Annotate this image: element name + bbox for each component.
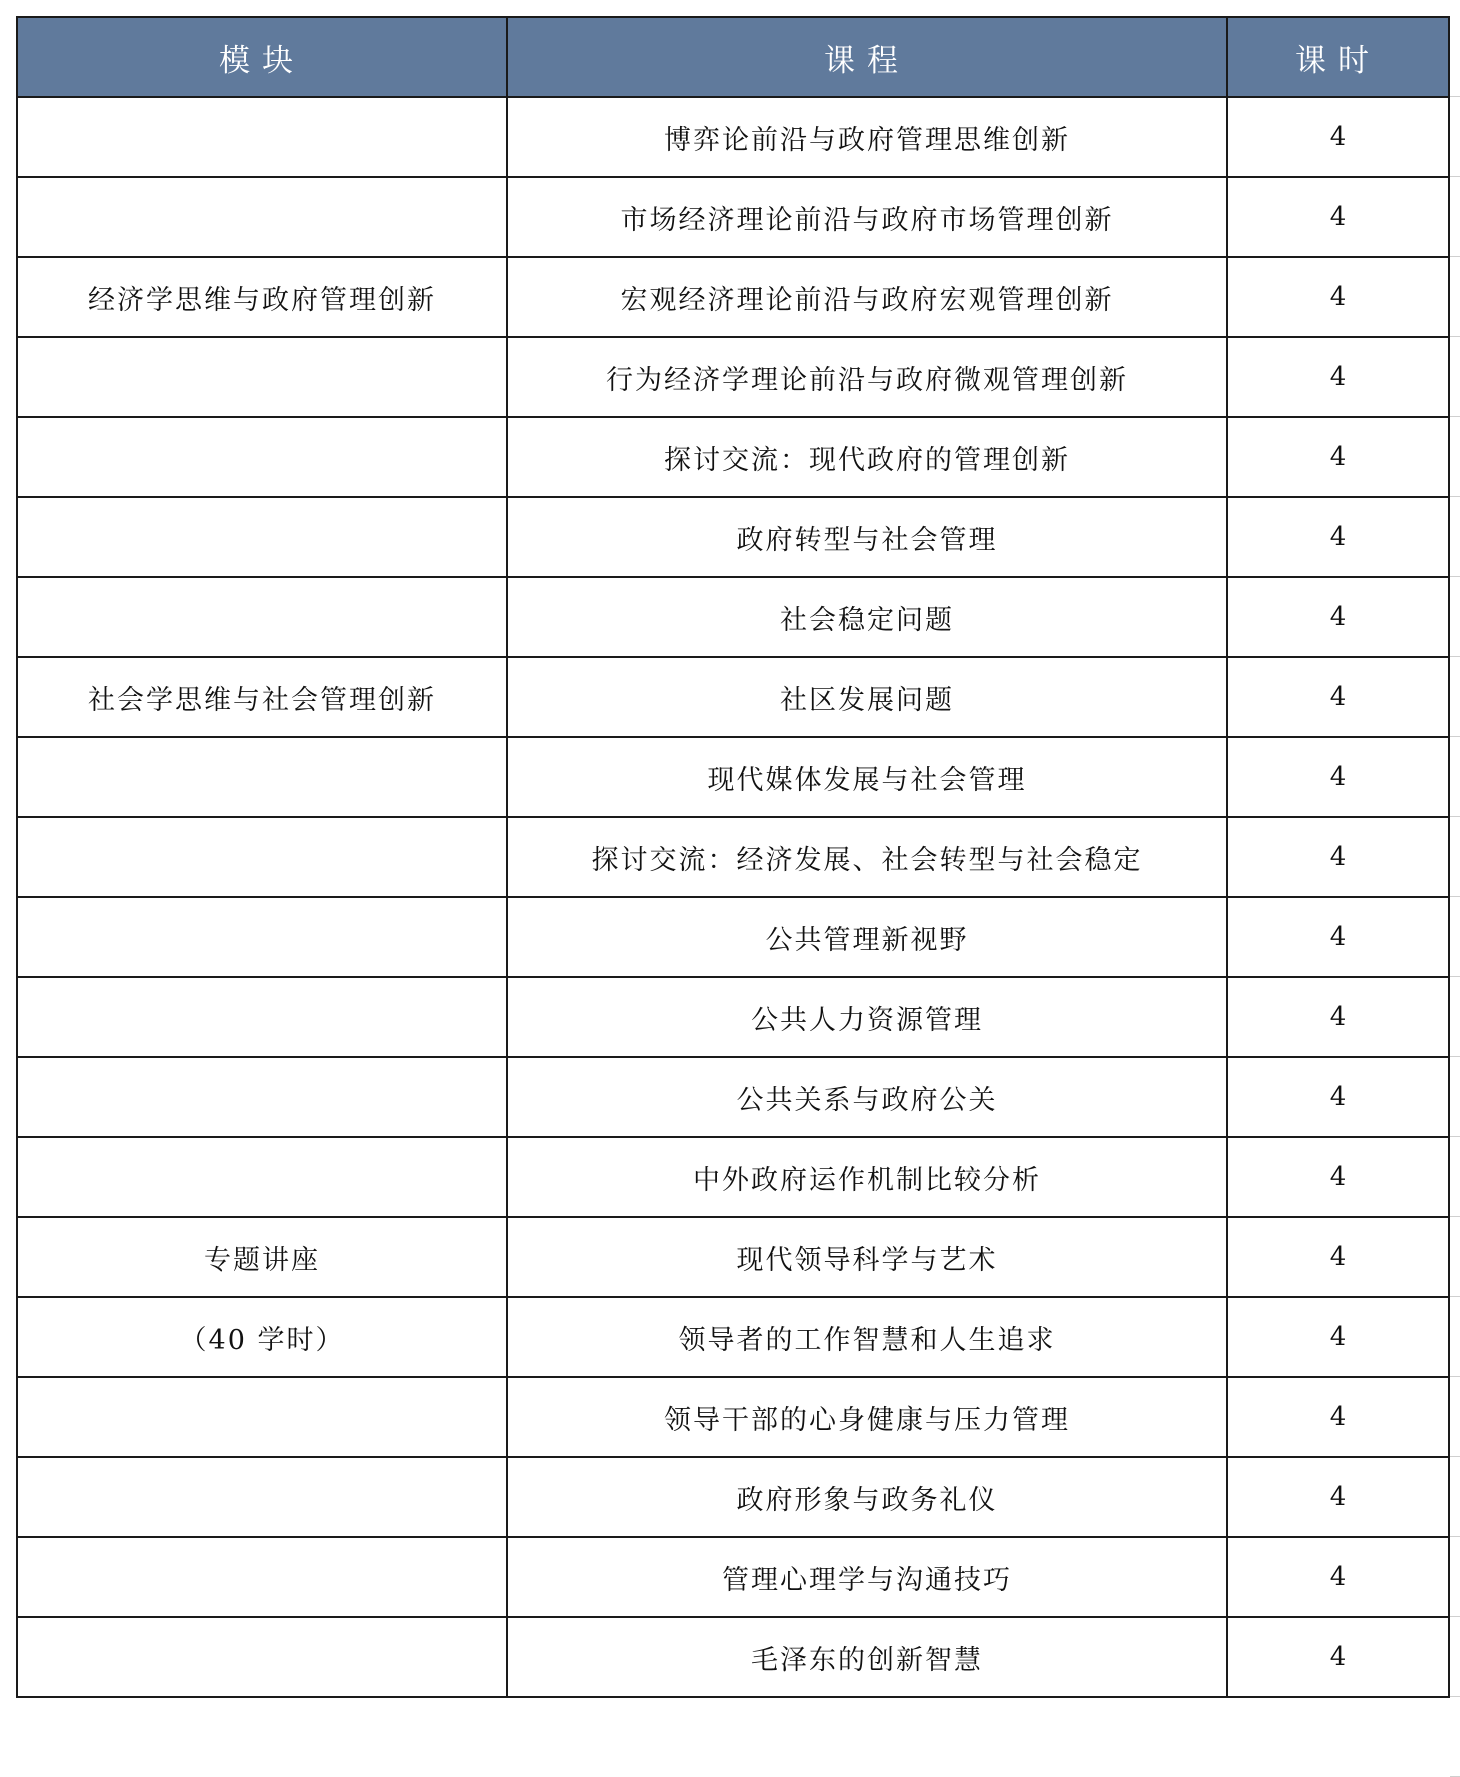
gridline [1450,1216,1460,1217]
course-cell[interactable]: 公共人力资源管理 [507,977,1227,1057]
module-cell[interactable] [17,817,507,897]
gridline [1450,736,1460,737]
table-row [17,1537,1449,1617]
table-row [17,1137,1449,1217]
table-body [17,97,1449,1697]
table-row [17,177,1449,257]
table-row [17,577,1449,657]
hours-cell[interactable]: 4 [1227,257,1449,337]
table-row [17,657,1449,737]
course-cell[interactable]: 政府形象与政务礼仪 [507,1457,1227,1537]
table-row [17,1617,1449,1697]
course-cell[interactable]: 社会稳定问题 [507,577,1227,657]
module-cell[interactable] [17,1377,507,1457]
gridline [1450,1696,1460,1697]
table-row [17,97,1449,177]
module-cell[interactable] [17,337,507,417]
hours-cell[interactable]: 4 [1227,1217,1449,1297]
table-row [17,1457,1449,1537]
table-row [17,1377,1449,1457]
gridline [1450,816,1460,817]
table-row [17,417,1449,497]
course-cell[interactable]: 毛泽东的创新智慧 [507,1617,1227,1697]
table-row [17,897,1449,977]
course-cell[interactable]: 宏观经济理论前沿与政府宏观管理创新 [507,257,1227,337]
header-hours: 课时 [1227,17,1449,97]
gridline [1450,496,1460,497]
hours-cell[interactable]: 4 [1227,817,1449,897]
hours-cell[interactable]: 4 [1227,1537,1449,1617]
module-cell[interactable] [17,977,507,1057]
table-row [17,737,1449,817]
hours-cell[interactable]: 4 [1227,417,1449,497]
hours-cell[interactable]: 4 [1227,177,1449,257]
course-cell[interactable]: 现代领导科学与艺术 [507,1217,1227,1297]
table-row [17,817,1449,897]
gridline [1450,976,1460,977]
course-cell[interactable]: 政府转型与社会管理 [507,497,1227,577]
gridline [1450,1536,1460,1537]
course-cell[interactable]: 探讨交流：经济发展、社会转型与社会稳定 [507,817,1227,897]
gridline [1450,1296,1460,1297]
hours-cell[interactable]: 4 [1227,1297,1449,1377]
course-cell[interactable]: 公共关系与政府公关 [507,1057,1227,1137]
module-cell[interactable] [17,497,507,577]
module-cell[interactable] [17,1537,507,1617]
module-cell[interactable]: 专题讲座 [17,1217,507,1297]
course-schedule-table [16,16,1450,1698]
course-cell[interactable]: 市场经济理论前沿与政府市场管理创新 [507,177,1227,257]
module-cell[interactable] [17,417,507,497]
header-module: 模块 [17,17,507,97]
gridline [1450,176,1460,177]
table-header [17,17,1449,97]
module-cell[interactable]: 经济学思维与政府管理创新 [17,257,507,337]
hours-cell[interactable]: 4 [1227,977,1449,1057]
table-row [17,257,1449,337]
module-cell[interactable] [17,577,507,657]
hours-cell[interactable]: 4 [1227,657,1449,737]
module-cell[interactable] [17,97,507,177]
table-row [17,337,1449,417]
module-cell[interactable] [17,1057,507,1137]
hours-cell[interactable]: 4 [1227,1377,1449,1457]
module-cell[interactable]: 社会学思维与社会管理创新 [17,657,507,737]
gridline [1450,256,1460,257]
gridline [1450,96,1460,97]
gridline [1450,1456,1460,1457]
hours-cell[interactable]: 4 [1227,737,1449,817]
header-row [17,17,1449,97]
table-row [17,1057,1449,1137]
module-cell[interactable] [17,897,507,977]
hours-cell[interactable]: 4 [1227,1617,1449,1697]
course-cell[interactable]: 社区发展问题 [507,657,1227,737]
hours-cell[interactable]: 4 [1227,337,1449,417]
course-cell[interactable]: 管理心理学与沟通技巧 [507,1537,1227,1617]
gridline [1450,1376,1460,1377]
course-cell[interactable]: 探讨交流：现代政府的管理创新 [507,417,1227,497]
gridline [1450,336,1460,337]
module-cell[interactable] [17,737,507,817]
header-course: 课程 [507,17,1227,97]
hours-cell[interactable]: 4 [1227,97,1449,177]
module-cell[interactable] [17,1617,507,1697]
module-cell[interactable] [17,1137,507,1217]
course-cell[interactable]: 公共管理新视野 [507,897,1227,977]
gridline [1450,896,1460,897]
hours-cell[interactable]: 4 [1227,1457,1449,1537]
hours-cell[interactable]: 4 [1227,1057,1449,1137]
gridline [1450,1616,1460,1617]
module-cell[interactable] [17,1457,507,1537]
gridline [1450,656,1460,657]
hours-cell[interactable]: 4 [1227,497,1449,577]
module-cell[interactable]: （40 学时） [17,1297,507,1377]
table-row [17,1217,1449,1297]
gridline [1450,576,1460,577]
course-cell[interactable]: 领导干部的心身健康与压力管理 [507,1377,1227,1457]
course-cell[interactable]: 中外政府运作机制比较分析 [507,1137,1227,1217]
course-cell[interactable]: 行为经济学理论前沿与政府微观管理创新 [507,337,1227,417]
gridline [1450,1136,1460,1137]
hours-cell[interactable]: 4 [1227,897,1449,977]
hours-cell[interactable]: 4 [1227,577,1449,657]
course-cell[interactable]: 博弈论前沿与政府管理思维创新 [507,97,1227,177]
module-cell[interactable] [17,177,507,257]
table-row [17,497,1449,577]
hours-cell[interactable]: 4 [1227,1137,1449,1217]
gridline [1450,1056,1460,1057]
table-row [17,1297,1449,1377]
table-row [17,977,1449,1057]
gridline [1450,416,1460,417]
course-cell[interactable]: 领导者的工作智慧和人生追求 [507,1297,1227,1377]
course-cell[interactable]: 现代媒体发展与社会管理 [507,737,1227,817]
